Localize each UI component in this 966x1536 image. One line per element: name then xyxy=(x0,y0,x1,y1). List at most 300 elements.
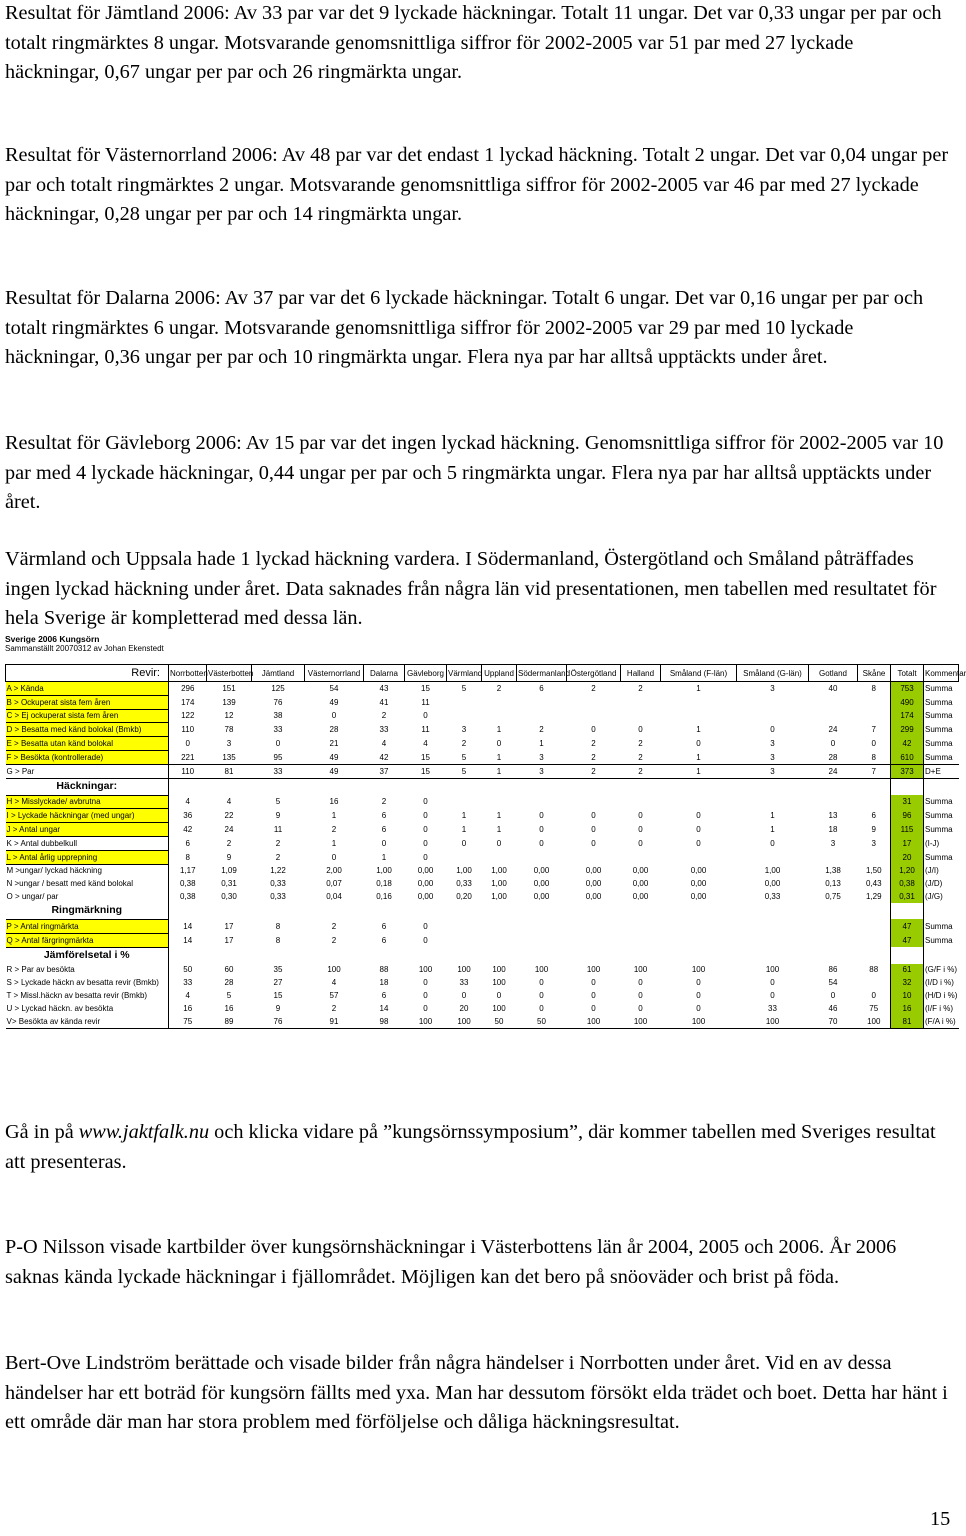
total-cell: 81 xyxy=(891,1015,924,1028)
table-cell: 24 xyxy=(224,825,234,835)
table-cell: 1 xyxy=(496,825,502,835)
table-cell: 6 xyxy=(381,935,387,945)
table-cell: 0,00 xyxy=(690,866,707,876)
table-cell: 8 xyxy=(275,935,281,945)
header-col-14: Skåne xyxy=(858,665,891,682)
table-cell: 6 xyxy=(381,921,387,931)
empty-cell xyxy=(252,903,305,920)
table-row xyxy=(6,933,959,947)
table-cell: 0,00 xyxy=(533,892,550,902)
table-cell: 0 xyxy=(496,739,502,749)
table-cell xyxy=(517,919,567,933)
table-cell: 2 xyxy=(331,825,337,835)
table-cell: 42 xyxy=(169,823,207,837)
empty-cell xyxy=(661,903,737,920)
table-cell: 1,00 xyxy=(764,866,781,876)
table-cell: 2 xyxy=(638,752,643,762)
table-cell: 0 xyxy=(591,838,596,848)
table-cell: 33 xyxy=(768,1003,777,1013)
table-cell: 2 xyxy=(275,838,281,848)
row-label: T > Missl.häckn av besatta revir (Bmkb) xyxy=(6,989,169,1002)
table-cell xyxy=(661,795,737,809)
table-cell: 0,07 xyxy=(326,879,342,889)
paragraph-other-counties: Värmland och Uppsala hade 1 lyckad häckning vardera. I Södermanland, Östergötland och Småland påträffades ingen lyckad häckning under året. Data saknades från några län vid presentationen, men tabellen med resultatet för hela Sverige är kompletterad med dessa län. xyxy=(5,548,937,629)
table-cell: 0 xyxy=(591,825,596,835)
empty-cell xyxy=(737,778,809,795)
table-cell: 0,00 xyxy=(632,866,649,876)
row-label: N >ungar / besatt med känd bolokal xyxy=(6,877,169,890)
table-cell: 1,29 xyxy=(865,892,882,902)
total-cell: 96 xyxy=(891,809,924,823)
table-cell xyxy=(621,709,661,723)
row-label: C > Ej ockuperat sista fem åren xyxy=(6,709,169,723)
table-cell: 6 xyxy=(381,991,387,1001)
table-cell xyxy=(737,933,809,947)
table-cell: 6 xyxy=(539,684,544,694)
table-cell: 122 xyxy=(169,709,207,723)
table-row xyxy=(6,723,959,737)
table-cell: 0 xyxy=(423,1003,428,1013)
comment-cell: Summa xyxy=(925,739,953,749)
table-cell xyxy=(858,919,891,933)
empty-total-cell xyxy=(891,903,924,920)
comment-cell: Summa xyxy=(925,852,953,862)
table-cell: 2 xyxy=(539,725,544,735)
table-cell: 76 xyxy=(252,1015,305,1028)
table-cell xyxy=(567,933,621,947)
total-cell: 20 xyxy=(891,850,924,864)
table-cell: 1 xyxy=(461,825,467,835)
empty-cell xyxy=(567,947,621,964)
row-label: M >ungar/ lyckad häckning xyxy=(6,864,169,877)
table-cell: 17 xyxy=(224,935,234,945)
table-cell: 49 xyxy=(329,752,339,762)
empty-cell xyxy=(621,778,661,795)
table-cell: 1,00 xyxy=(456,866,472,876)
table-cell: 2 xyxy=(461,739,467,749)
table-cell: 3 xyxy=(871,838,876,848)
table-cell xyxy=(661,850,737,864)
table-cell: 33 xyxy=(379,725,389,735)
table-section-row xyxy=(6,947,959,964)
empty-total-cell xyxy=(891,778,924,795)
table-cell: 0 xyxy=(638,991,643,1001)
empty-cell xyxy=(661,778,737,795)
empty-cell xyxy=(621,947,661,964)
header-col-11: Småland (F-län) xyxy=(661,665,737,682)
table-cell: 6 xyxy=(871,811,876,821)
table-cell: 0 xyxy=(423,811,428,821)
row-label: P > Antal ringmärkta xyxy=(6,919,169,933)
table-cell: 221 xyxy=(169,750,207,764)
table-cell: 0 xyxy=(539,838,544,848)
table-cell: 0 xyxy=(696,838,701,848)
paragraph-jamtland: Resultat för Jämtland 2006: Av 33 par var det 9 lyckade häckningar. Totalt 11 ungar. Det var 0,33 ungar per par och totalt ringmärktes 8 ungar. Motsvarande genomsnittliga siffror för 2002-2005 var 51 par med 27 lyckade häckningar, 0,67 ungar per par och 26 ringmärkta ungar. xyxy=(5,2,942,83)
table-cell xyxy=(447,933,482,947)
table-cell: 0,00 xyxy=(417,879,434,889)
table-cell: 0 xyxy=(461,991,467,1001)
table-cell: 100 xyxy=(858,1015,891,1028)
empty-cell xyxy=(447,903,482,920)
table-title: Sverige 2006 Kungsörn xyxy=(5,634,100,644)
table-cell: 6 xyxy=(381,825,387,835)
table-cell: 0 xyxy=(423,711,428,721)
table-cell xyxy=(517,850,567,864)
table-cell xyxy=(447,795,482,809)
table-cell: 2 xyxy=(226,838,232,848)
total-cell: 610 xyxy=(891,750,924,764)
table-cell: 1 xyxy=(770,811,775,821)
empty-cell xyxy=(567,778,621,795)
table-cell: 110 xyxy=(169,764,207,778)
table-cell: 75 xyxy=(869,1003,879,1013)
comment-cell: Summa xyxy=(925,825,953,835)
table-cell: 1,00 xyxy=(491,866,507,876)
table-cell: 86 xyxy=(828,965,838,975)
table-cell xyxy=(809,933,858,947)
table-cell: 7 xyxy=(858,764,891,778)
table-cell: 6 xyxy=(169,836,207,850)
table-cell: 9 xyxy=(226,852,232,862)
table-cell: 0 xyxy=(696,978,701,988)
table-cell: 1 xyxy=(539,739,544,749)
table-cell: 0 xyxy=(331,711,337,721)
table-cell: 2 xyxy=(591,739,596,749)
table-cell: 0 xyxy=(770,725,775,735)
table-cell: 2 xyxy=(567,764,621,778)
table-cell: 5 xyxy=(461,752,467,762)
table-row xyxy=(6,809,959,823)
table-row xyxy=(6,709,959,723)
table-cell: 0 xyxy=(770,991,775,1001)
row-label: U > Lyckad häckn. av besökta xyxy=(6,1002,169,1015)
table-cell: 8 xyxy=(871,752,876,762)
table-cell: 28 xyxy=(329,725,339,735)
table-cell: 0,00 xyxy=(690,892,707,902)
table-cell: 0 xyxy=(423,978,428,988)
table-cell: 3 xyxy=(737,764,809,778)
table-cell: 1,00 xyxy=(491,892,507,902)
table-cell xyxy=(567,695,621,709)
table-row xyxy=(6,737,959,751)
table-cell xyxy=(567,919,621,933)
website-link[interactable]: www.jaktfalk.nu xyxy=(78,1121,210,1143)
table-row xyxy=(6,836,959,850)
empty-cell xyxy=(661,947,737,964)
table-cell: 100 xyxy=(327,965,341,975)
table-cell xyxy=(737,709,809,723)
empty-cell xyxy=(809,903,858,920)
table-cell: 0,30 xyxy=(221,892,237,902)
table-cell: 0,33 xyxy=(456,879,472,889)
table-cell: 4 xyxy=(226,797,232,807)
table-cell: 100 xyxy=(691,965,706,975)
table-cell: 296 xyxy=(169,682,207,696)
table-cell: 14 xyxy=(169,919,207,933)
table-cell: 0 xyxy=(638,811,643,821)
table-cell: 49 xyxy=(305,764,364,778)
table-cell xyxy=(737,695,809,709)
table-row xyxy=(6,890,959,903)
table-cell: 2 xyxy=(591,684,596,694)
table-cell: 0 xyxy=(423,921,428,931)
table-cell: 3 xyxy=(517,764,567,778)
table-header-row xyxy=(6,665,959,682)
table-cell: 100 xyxy=(405,1015,447,1028)
row-label: A > Kända xyxy=(6,682,169,696)
table-cell: 2 xyxy=(381,711,387,721)
header-col-6: Värmland xyxy=(447,665,482,682)
table-cell: 0,18 xyxy=(376,879,392,889)
table-cell xyxy=(447,850,482,864)
table-cell: 0 xyxy=(638,1003,643,1013)
comment-cell: Summa xyxy=(925,935,953,945)
table-cell: 2,00 xyxy=(326,866,342,876)
table-cell: 100 xyxy=(447,1015,482,1028)
comment-cell: (F/A i %) xyxy=(924,1015,959,1028)
table-cell xyxy=(858,850,891,864)
table-cell: 0,00 xyxy=(585,879,602,889)
results-table xyxy=(5,664,966,1029)
paragraph-po-nilsson: P-O Nilsson visade kartbilder över kungsörnshäckningar i Västerbottens län år 2004, 2005 och 2006. År 2006 saknas kända lyckade häckningar i fjällområdet. Möjligen kan det bero på snöoväder och brist på föda. xyxy=(5,1236,897,1288)
table-row xyxy=(6,864,959,877)
table-cell: 1 xyxy=(381,852,387,862)
table-cell: 0 xyxy=(423,991,428,1001)
comment-cell: (J/G) xyxy=(925,892,943,902)
table-cell: 100 xyxy=(492,965,506,975)
table-cell: 100 xyxy=(586,965,601,975)
table-cell: 14 xyxy=(379,1003,389,1013)
empty-cell xyxy=(364,903,405,920)
table-cell xyxy=(809,850,858,864)
table-cell: 98 xyxy=(364,1015,405,1028)
table-cell: 3 xyxy=(770,684,775,694)
empty-cell xyxy=(517,903,567,920)
table-cell: 0 xyxy=(638,825,643,835)
table-cell: 7 xyxy=(871,725,876,735)
table-cell: 0 xyxy=(461,838,467,848)
table-cell xyxy=(737,795,809,809)
table-cell: 0,33 xyxy=(270,892,286,902)
table-cell xyxy=(661,695,737,709)
table-cell: 0 xyxy=(871,991,876,1001)
empty-cell xyxy=(517,947,567,964)
paragraph-vasternorrland: Resultat för Västernorrland 2006: Av 48 par var det endast 1 lyckad häckning. Totalt 2 ungar. Det var 0,04 ungar per par och totalt ringmärktes 2 ungar. Motsvarande genomsnittliga siffror för 2002-2005 var 46 par med 27 lyckade häckningar, 0,28 ungar per par och 14 ringmärkta ungar. xyxy=(5,144,949,225)
table-cell: 0 xyxy=(539,978,544,988)
comment-cell: D+E xyxy=(924,764,959,778)
table-cell xyxy=(482,919,517,933)
table-cell: 33 xyxy=(169,976,207,989)
results-table-area xyxy=(5,634,966,1029)
table-cell: 0,13 xyxy=(825,879,841,889)
row-label: R > Par av besökta xyxy=(6,964,169,977)
empty-cell xyxy=(305,947,364,964)
table-cell: 1,00 xyxy=(491,879,507,889)
table-cell: 50 xyxy=(169,964,207,977)
table-cell: 0,20 xyxy=(456,892,472,902)
row-label: L > Antal årlig upprepning xyxy=(6,850,169,864)
table-cell: 0,43 xyxy=(865,879,882,889)
table-cell: 0,00 xyxy=(690,879,707,889)
table-row xyxy=(6,850,959,864)
table-cell: 54 xyxy=(329,684,339,694)
table-cell: 3 xyxy=(539,752,544,762)
table-cell: 13 xyxy=(828,811,838,821)
table-cell: 46 xyxy=(828,1003,838,1013)
table-cell: 8 xyxy=(871,684,876,694)
comment-cell: Summa xyxy=(925,725,953,735)
table-cell xyxy=(737,919,809,933)
table-cell xyxy=(858,795,891,809)
total-cell: 32 xyxy=(891,976,924,989)
total-cell: 1,20 xyxy=(891,864,924,877)
table-cell: 54 xyxy=(828,978,838,988)
total-cell: 373 xyxy=(891,764,924,778)
table-cell: 11 xyxy=(421,697,430,707)
table-cell: 5 xyxy=(226,991,232,1001)
table-cell: 1,50 xyxy=(865,866,882,876)
header-col-5: Gävleborg xyxy=(405,665,447,682)
table-cell: 100 xyxy=(534,965,549,975)
empty-cell xyxy=(924,903,959,920)
row-label: S > Lyckade häckn av besatta revir (Bmkb) xyxy=(6,976,169,989)
empty-cell xyxy=(809,778,858,795)
total-cell: 16 xyxy=(891,1002,924,1015)
row-label: K > Antal dubbelkull xyxy=(6,836,169,850)
header-col-8: Södermanland xyxy=(517,665,567,682)
table-cell: 9 xyxy=(275,811,281,821)
table-cell: 100 xyxy=(661,1015,737,1028)
table-cell: 1 xyxy=(696,752,701,762)
empty-cell xyxy=(207,947,252,964)
table-cell: 33 xyxy=(273,725,283,735)
table-cell: 21 xyxy=(329,739,339,749)
table-cell: 81 xyxy=(207,764,252,778)
table-cell: 125 xyxy=(271,684,285,694)
table-cell: 4 xyxy=(169,795,207,809)
table-cell xyxy=(661,919,737,933)
row-label: J > Antal ungar xyxy=(6,823,169,837)
comment-cell: Summa xyxy=(925,921,953,931)
table-cell: 1 xyxy=(331,811,337,821)
table-cell xyxy=(517,695,567,709)
table-cell xyxy=(661,709,737,723)
table-cell: 2 xyxy=(275,852,281,862)
paragraph-gavleborg: Resultat för Gävleborg 2006: Av 15 par var det ingen lyckad häckning. Genomsnittliga siffror för 2002-2005 var 10 par med 4 lyckade häckningar, 0,44 ungar per par och 5 ringmärkta ungar. Flera nya par har alltså upptäckts under året. xyxy=(5,432,944,513)
table-cell: 139 xyxy=(222,697,236,707)
total-cell: 31 xyxy=(891,795,924,809)
table-cell xyxy=(567,709,621,723)
table-section-row xyxy=(6,778,959,795)
table-cell: 1 xyxy=(696,684,701,694)
table-cell: 0,75 xyxy=(825,892,841,902)
table-cell: 88 xyxy=(869,965,879,975)
table-cell: 57 xyxy=(329,991,339,1001)
table-cell: 15 xyxy=(273,991,283,1001)
table-cell: 0 xyxy=(381,838,387,848)
table-cell: 1 xyxy=(496,811,502,821)
table-row xyxy=(6,695,959,709)
comment-cell: (G/F i %) xyxy=(925,965,957,975)
table-cell: 3 xyxy=(461,725,467,735)
table-cell: 22 xyxy=(224,811,234,821)
table-cell: 50 xyxy=(517,1015,567,1028)
table-cell: 2 xyxy=(591,752,596,762)
table-cell: 100 xyxy=(457,965,471,975)
row-label: E > Besatta utan känd bolokal xyxy=(6,737,169,751)
comment-cell: Summa xyxy=(925,711,953,721)
table-cell: 5 xyxy=(447,764,482,778)
table-cell: 0 xyxy=(496,838,502,848)
table-row xyxy=(6,989,959,1002)
header-col-10: Halland xyxy=(621,665,661,682)
table-cell xyxy=(809,709,858,723)
table-cell: 1 xyxy=(661,764,737,778)
table-cell: 6 xyxy=(381,811,387,821)
table-cell: 4 xyxy=(169,989,207,1002)
table-cell: 100 xyxy=(633,965,648,975)
total-cell: 0,38 xyxy=(891,877,924,890)
total-cell: 115 xyxy=(891,823,924,837)
table-cell: 0 xyxy=(770,838,775,848)
page-number: 15 xyxy=(930,1508,951,1530)
table-cell: 0 xyxy=(830,991,836,1001)
empty-cell xyxy=(517,778,567,795)
total-cell: 47 xyxy=(891,919,924,933)
empty-cell xyxy=(482,903,517,920)
comment-cell: (I-J) xyxy=(925,838,940,848)
empty-cell xyxy=(169,947,207,964)
table-cell: 16 xyxy=(169,1002,207,1015)
table-cell: 0 xyxy=(638,978,643,988)
total-cell: 299 xyxy=(891,723,924,737)
table-cell: 5 xyxy=(275,797,281,807)
comment-cell: Summa xyxy=(925,811,953,821)
empty-cell xyxy=(405,778,447,795)
table-cell: 89 xyxy=(207,1015,252,1028)
table-cell: 3 xyxy=(226,739,232,749)
header-col-9: Östergötland xyxy=(567,665,621,682)
table-cell: 0,38 xyxy=(169,890,207,903)
table-cell xyxy=(517,795,567,809)
table-cell: 27 xyxy=(273,978,283,988)
table-cell: 0 xyxy=(423,852,428,862)
paragraph-dalarna: Resultat för Dalarna 2006: Av 37 par var det 6 lyckade häckningar. Totalt 6 ungar. Det var 0,16 ungar per par och totalt ringmärktes 6 ungar. Motsvarande genomsnittliga siffror för 2002-2005 var 29 par med 10 lyckade häckningar, 0,36 ungar per par och 10 ringmärkta ungar. Flera nya par har alltså upptäckts under året. xyxy=(5,287,924,368)
row-label: V> Besökta av kända revir xyxy=(6,1015,169,1028)
table-cell: 0 xyxy=(423,797,428,807)
total-cell: 753 xyxy=(891,682,924,696)
total-cell: 47 xyxy=(891,933,924,947)
header-col-2: Jämtland xyxy=(252,665,305,682)
table-cell: 3 xyxy=(830,838,836,848)
table-cell: 70 xyxy=(809,1015,858,1028)
table-cell: 42 xyxy=(379,752,389,762)
empty-cell xyxy=(169,903,207,920)
table-cell: 2 xyxy=(331,921,337,931)
table-cell: 135 xyxy=(222,752,236,762)
table-cell: 100 xyxy=(737,1015,809,1028)
table-cell xyxy=(737,850,809,864)
row-label: F > Besökta (kontrollerade) xyxy=(6,750,169,764)
table-cell: 1,17 xyxy=(169,864,207,877)
header-col-4: Dalarna xyxy=(364,665,405,682)
total-cell: 42 xyxy=(891,737,924,751)
table-cell: 78 xyxy=(224,725,234,735)
total-cell: 0,31 xyxy=(891,890,924,903)
header-col-0: Norrbotten xyxy=(169,665,207,682)
table-cell: 0 xyxy=(591,811,596,821)
table-cell: 0 xyxy=(539,825,544,835)
